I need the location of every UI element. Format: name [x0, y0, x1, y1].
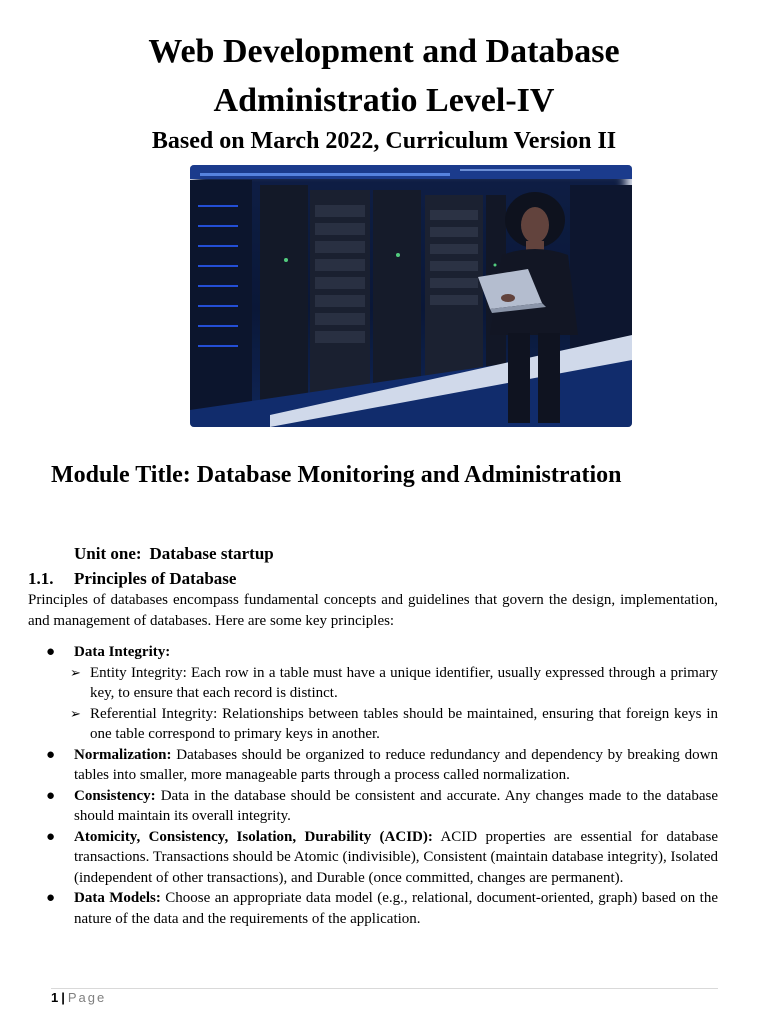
unit-title: Database startup	[149, 544, 274, 563]
list-item-data-integrity	[28, 642, 718, 663]
intro-paragraph: Principles of databases encompass fundamental concepts and guidelines that govern the design, implementation, and management of databases. Here are some key principles:	[28, 592, 718, 629]
bullet-icon: ●	[46, 787, 56, 804]
section-heading	[28, 568, 236, 590]
bullet-label: Consistency:	[74, 787, 156, 804]
document-subtitle: Based on March 2022, Curriculum Version II	[151, 128, 617, 154]
document-title-line-2: Administratio Level-IV	[213, 82, 555, 119]
server-room-illustration	[190, 165, 632, 427]
bullet-icon: ●	[46, 828, 56, 845]
section-number: 1.1.	[28, 569, 54, 588]
page-footer	[51, 990, 106, 1006]
bullet-icon: ●	[46, 644, 56, 660]
bullet-text: ACID properties are essential for database transactions. Transactions should be Atomic (indivisible), Consistent (maintain database integrity), Isolated (independent of other transactions), and Durable (once committed, changes are permanent).	[74, 828, 718, 886]
footer-separator: |	[61, 990, 65, 1005]
bullet-label: Data Models:	[74, 890, 161, 906]
page-number: 1	[51, 990, 59, 1005]
list-item-acid	[28, 827, 718, 889]
unit-label: Unit one:	[74, 544, 142, 563]
bullet-icon: ●	[46, 746, 56, 763]
sub-item-entity-integrity	[28, 663, 718, 704]
list-item-consistency	[28, 786, 718, 827]
list-item-normalization	[28, 745, 718, 786]
bullet-text: Data in the database should be consistent and accurate. Any changes made to the database should maintain its overall integrity.	[74, 787, 718, 824]
bullet-text: Choose an appropriate data model (e.g., relational, document-oriented, graph) based on the nature of the data and the requirements of the application.	[74, 890, 719, 927]
sub-item-text: Entity Integrity: Each row in a table must have a unique identifier, usually expressed through a primary key, to ensure that each record is distinct.	[90, 664, 718, 701]
arrow-bullet-icon: ➢	[70, 664, 81, 680]
module-title: Module Title: Database Monitoring and Administration	[51, 462, 622, 488]
bullet-icon: ●	[46, 890, 56, 906]
sub-item-text: Referential Integrity: Relationships between tables should be maintained, ensuring that foreign keys in one table correspond to primary keys in another.	[90, 705, 718, 742]
document-title-line-1: Web Development and Database	[148, 33, 620, 70]
bullet-label: Normalization:	[74, 746, 172, 763]
server-room-photo	[190, 165, 632, 427]
page-word: Page	[67, 990, 107, 1005]
unit-heading	[74, 543, 274, 565]
footer-divider	[51, 988, 718, 989]
sub-item-referential-integrity	[28, 704, 718, 745]
bullet-label: Atomicity, Consistency, Isolation, Durability (ACID):	[74, 828, 433, 845]
list-item-data-models	[28, 888, 718, 929]
section-title: Principles of Database	[74, 569, 237, 588]
arrow-bullet-icon: ➢	[70, 705, 81, 721]
principles-list	[28, 642, 718, 929]
bullet-label: Data Integrity:	[74, 644, 171, 660]
bullet-text: Databases should be organized to reduce redundancy and dependency by breaking down tables into smaller, more manageable parts through a process called normalization.	[74, 746, 718, 783]
